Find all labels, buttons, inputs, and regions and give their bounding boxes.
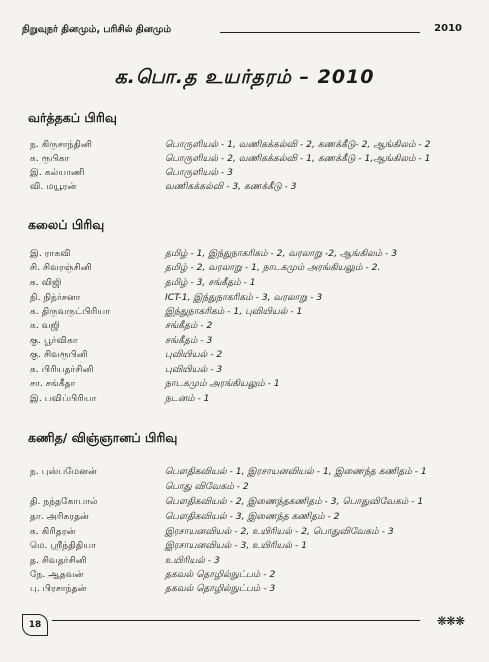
result-row bbox=[30, 262, 470, 275]
student-name: ந. புஸ்பமேனன் bbox=[30, 466, 98, 477]
section-heading-arts: கலைப் பிரிவு bbox=[28, 217, 105, 232]
page-footer bbox=[22, 612, 466, 638]
subject-results: புவியியல் - 2 bbox=[165, 349, 223, 360]
subject-results: உயிரியல் - 3 bbox=[165, 555, 220, 566]
subject-results: இரசாயனவியல் - 3, உயிரியல் - 1 bbox=[165, 540, 308, 551]
result-row bbox=[30, 393, 470, 406]
student-name: நி. நிந்ர்சனா bbox=[30, 292, 81, 303]
subject-results: தமிழ் - 3, சங்கீதம் - 1 bbox=[165, 277, 256, 288]
page-number: 18 bbox=[22, 614, 48, 636]
subject-results: தகவல் தொழில்நுட்பம் - 2 bbox=[165, 569, 276, 580]
student-name: சி. சிவரஞ்சினி bbox=[30, 262, 92, 273]
subject-results: பௌதிகவியல் - 1, இரசாயனவியல் - 1, இணைந்த கணிதம் - 1 bbox=[165, 466, 427, 477]
student-name: கு. சிவரூபினி bbox=[30, 349, 88, 360]
subject-results: பொருளியல் - 1, வணிகக்கல்வி - 2, கணக்கீடு- 2, ஆங்கிலம் - 2 bbox=[165, 139, 431, 150]
student-name: பு. பிரசாந்தன் bbox=[30, 583, 87, 594]
student-name: நே. ஆதவன் bbox=[30, 569, 84, 580]
subject-results: சங்கீதம் - 2 bbox=[165, 320, 213, 331]
student-name: த. சிவதர்சினி bbox=[30, 555, 87, 566]
result-row bbox=[30, 292, 470, 305]
result-row bbox=[30, 335, 470, 348]
result-row bbox=[30, 349, 470, 362]
result-row bbox=[30, 481, 470, 494]
student-name: க. பிரியதர்சினி bbox=[30, 364, 94, 375]
subject-results: பொருளியல் - 3 bbox=[165, 167, 233, 178]
result-row bbox=[30, 277, 470, 290]
subject-results: பொருளியல் - 2, வணிகக்கல்வி - 1, கணக்கீடு - 1,ஆங்கிலம் - 1 bbox=[165, 153, 431, 164]
subject-results: பொது விவேகம் - 2 bbox=[165, 481, 249, 492]
subject-results: தமிழ் - 2, வரலாறு - 1, நாடகமும் அரங்கியலும் - 2. bbox=[165, 262, 381, 273]
subject-results: நடனம் - 1 bbox=[165, 393, 210, 404]
subject-results: பௌதிகவியல் - 2, இணைந்தகணிதம் - 3, பொதுவிவேகம் - 1 bbox=[165, 496, 424, 507]
subject-results: ICT-1, இந்துநாகரிகம் - 3, வரலாறு - 3 bbox=[165, 292, 323, 303]
subject-results: வணிகக்கல்வி - 3, கணக்கீடு - 3 bbox=[165, 181, 297, 192]
student-name: க. ரூபிகா bbox=[30, 153, 70, 164]
subject-results: புவியியல் - 3 bbox=[165, 364, 223, 375]
student-name: தா. அரிகரதன் bbox=[30, 511, 89, 522]
student-name: சா. சங்கீதா bbox=[30, 378, 76, 389]
subject-results: இந்துநாகரிகம் - 1, புவியியல் - 1 bbox=[165, 306, 303, 317]
result-row bbox=[30, 378, 470, 391]
student-name: இ. பவிப்பிரியா bbox=[30, 393, 97, 404]
page-header bbox=[22, 24, 462, 40]
section-heading-science: கணித/ விஞ்ஞானப் பிரிவு bbox=[28, 430, 178, 445]
ornament-icon: ❋❋❋ bbox=[436, 614, 464, 628]
student-name: க. திருவருட்பிரியா bbox=[30, 306, 111, 317]
result-row bbox=[30, 511, 470, 524]
student-name: இ. ராகவி bbox=[30, 248, 71, 259]
subject-results: சங்கீதம் - 3 bbox=[165, 335, 213, 346]
result-row bbox=[30, 167, 470, 180]
result-row bbox=[30, 153, 470, 166]
subject-results: இரசாயனவியல் - 2, உயிரியல் - 2, பொதுவிவேகம் - 3 bbox=[165, 526, 394, 537]
header-year: 2010 bbox=[434, 23, 462, 34]
subject-results: தகவல் தொழில்நுட்பம் - 3 bbox=[165, 583, 276, 594]
student-name: ந. கிருசாந்தினி bbox=[30, 139, 93, 150]
result-row bbox=[30, 306, 470, 319]
page-title: க.பொ.த உயர்தரம் – 2010 bbox=[114, 66, 375, 88]
subject-results: பௌதிகவியல் - 3, இணைந்த கணிதம் - 2 bbox=[165, 511, 340, 522]
result-row bbox=[30, 526, 470, 539]
result-row bbox=[30, 466, 470, 479]
result-row bbox=[30, 248, 470, 261]
footer-rule bbox=[52, 620, 420, 621]
result-row bbox=[30, 540, 470, 553]
header-title: நிறுவுநர் தினமும், பரிசில் தினமும் bbox=[22, 24, 172, 35]
result-row bbox=[30, 555, 470, 568]
student-name: வி. மயூரன் bbox=[30, 181, 77, 192]
result-row bbox=[30, 496, 470, 509]
header-rule bbox=[220, 32, 420, 33]
student-name: க. வஜி bbox=[30, 320, 60, 331]
result-row bbox=[30, 364, 470, 377]
student-name: கு. பூர்விகா bbox=[30, 335, 78, 346]
result-row bbox=[30, 181, 470, 194]
subject-results: தமிழ் - 1, இந்துநாகரிகம் - 2, வரலாறு -2, ஆங்கிலம் - 3 bbox=[165, 248, 398, 259]
result-row bbox=[30, 139, 470, 152]
student-name: க. விஜி bbox=[30, 277, 62, 288]
student-name: இ. கல்யாணி bbox=[30, 167, 85, 178]
result-row bbox=[30, 583, 470, 596]
result-row bbox=[30, 569, 470, 582]
result-row bbox=[30, 320, 470, 333]
student-name: மெ. ஸ்ரீந்திதியா bbox=[30, 540, 96, 551]
subject-results: நாடகமும் அரங்கியலும் - 1 bbox=[165, 378, 280, 389]
student-name: தி. நந்தகோபால் bbox=[30, 496, 98, 507]
section-heading-commerce: வர்த்தகப் பிரிவு bbox=[28, 110, 117, 125]
student-name: க. கிரிதரன் bbox=[30, 526, 76, 537]
